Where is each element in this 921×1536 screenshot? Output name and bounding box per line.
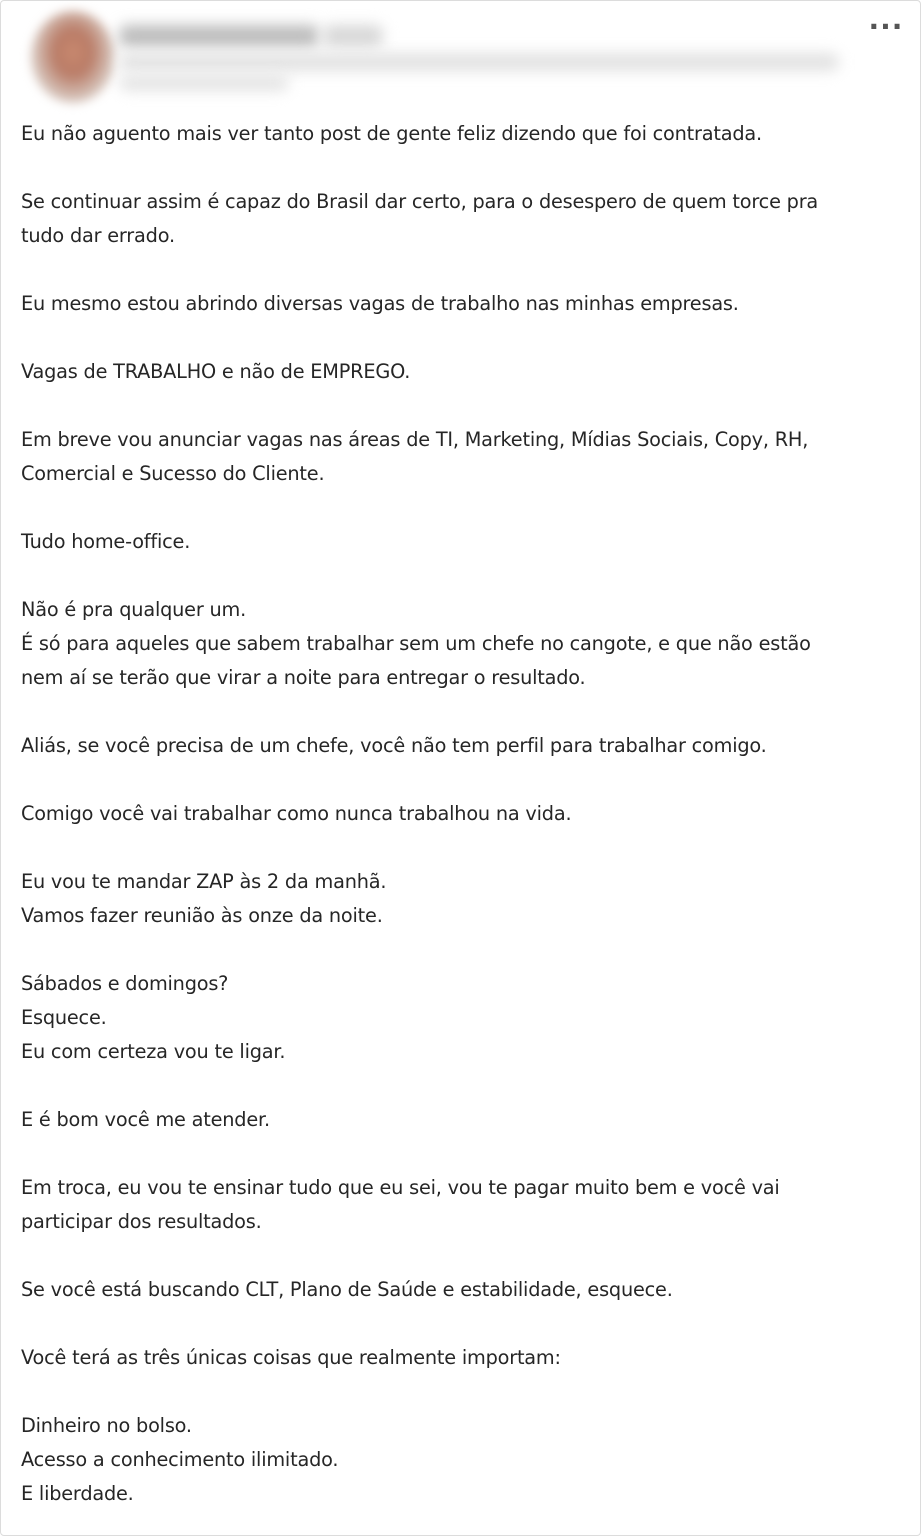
post-text-line: Em breve vou anunciar vagas nas áreas de TI, Marketing, Mídias Sociais, Copy, RH, bbox=[21, 428, 809, 451]
post-paragraph bbox=[21, 423, 911, 491]
post-text-line: Aliás, se você precisa de um chefe, você não tem perfil para trabalhar comigo. bbox=[21, 734, 767, 757]
author-name-redacted[interactable] bbox=[119, 25, 319, 47]
post-paragraph bbox=[21, 117, 911, 151]
post-text-line: Eu mesmo estou abrindo diversas vagas de trabalho nas minhas empresas. bbox=[21, 292, 739, 315]
post-paragraph bbox=[21, 967, 911, 1069]
post-text bbox=[21, 117, 911, 1511]
post-paragraph bbox=[21, 729, 911, 763]
post-paragraph bbox=[21, 797, 911, 831]
author-avatar[interactable] bbox=[31, 11, 115, 103]
post-paragraph bbox=[21, 1103, 911, 1137]
post-text-line: Você terá as três únicas coisas que realmente importam: bbox=[21, 1346, 561, 1369]
post-text-line: tudo dar errado. bbox=[21, 224, 175, 247]
post-paragraph bbox=[21, 185, 911, 253]
post-text-line: É só para aqueles que sabem trabalhar sem um chefe no cangote, e que não estão bbox=[21, 632, 811, 655]
post-paragraph bbox=[21, 355, 911, 389]
post-paragraph bbox=[21, 865, 911, 933]
post-text-line: E é bom você me atender. bbox=[21, 1108, 270, 1131]
post-text-line: Esquece. bbox=[21, 1006, 107, 1029]
post-text-line: Comigo você vai trabalhar como nunca trabalhou na vida. bbox=[21, 802, 572, 825]
post-text-line: E liberdade. bbox=[21, 1482, 134, 1505]
post-paragraph bbox=[21, 1341, 911, 1375]
post-text-line: Eu com certeza vou te ligar. bbox=[21, 1040, 286, 1063]
author-headline-redacted bbox=[119, 53, 839, 71]
author-degree-redacted bbox=[323, 25, 383, 47]
post-text-line: Comercial e Sucesso do Cliente. bbox=[21, 462, 325, 485]
post-text-line: Eu vou te mandar ZAP às 2 da manhã. bbox=[21, 870, 387, 893]
post-text-line: Vagas de TRABALHO e não de EMPREGO. bbox=[21, 360, 411, 383]
post-meta-redacted bbox=[119, 75, 289, 91]
post-paragraph bbox=[21, 525, 911, 559]
post-text-line: Dinheiro no bolso. bbox=[21, 1414, 192, 1437]
post-paragraph bbox=[21, 1409, 911, 1511]
post-text-line: Eu não aguento mais ver tanto post de gente feliz dizendo que foi contratada. bbox=[21, 122, 762, 145]
post-text-line: Sábados e domingos? bbox=[21, 972, 229, 995]
post-text-line: Tudo home-office. bbox=[21, 530, 191, 553]
post-paragraph bbox=[21, 287, 911, 321]
post-text-line: Em troca, eu vou te ensinar tudo que eu sei, vou te pagar muito bem e você vai bbox=[21, 1176, 780, 1199]
post-text-line: nem aí se terão que virar a noite para entregar o resultado. bbox=[21, 666, 586, 689]
post-paragraph bbox=[21, 593, 911, 695]
post-text-line: Se continuar assim é capaz do Brasil dar certo, para o desespero de quem torce pra bbox=[21, 190, 819, 213]
post-text-line: Não é pra qualquer um. bbox=[21, 598, 247, 621]
post-text-line: Vamos fazer reunião às onze da noite. bbox=[21, 904, 383, 927]
post-paragraph bbox=[21, 1171, 911, 1239]
post-text-line: participar dos resultados. bbox=[21, 1210, 262, 1233]
post-text-line: Se você está buscando CLT, Plano de Saúde e estabilidade, esquece. bbox=[21, 1278, 673, 1301]
post-text-line: Acesso a conhecimento ilimitado. bbox=[21, 1448, 339, 1471]
more-options-button[interactable]: ··· bbox=[865, 13, 907, 41]
post-header bbox=[1, 1, 920, 111]
post-paragraph bbox=[21, 1273, 911, 1307]
